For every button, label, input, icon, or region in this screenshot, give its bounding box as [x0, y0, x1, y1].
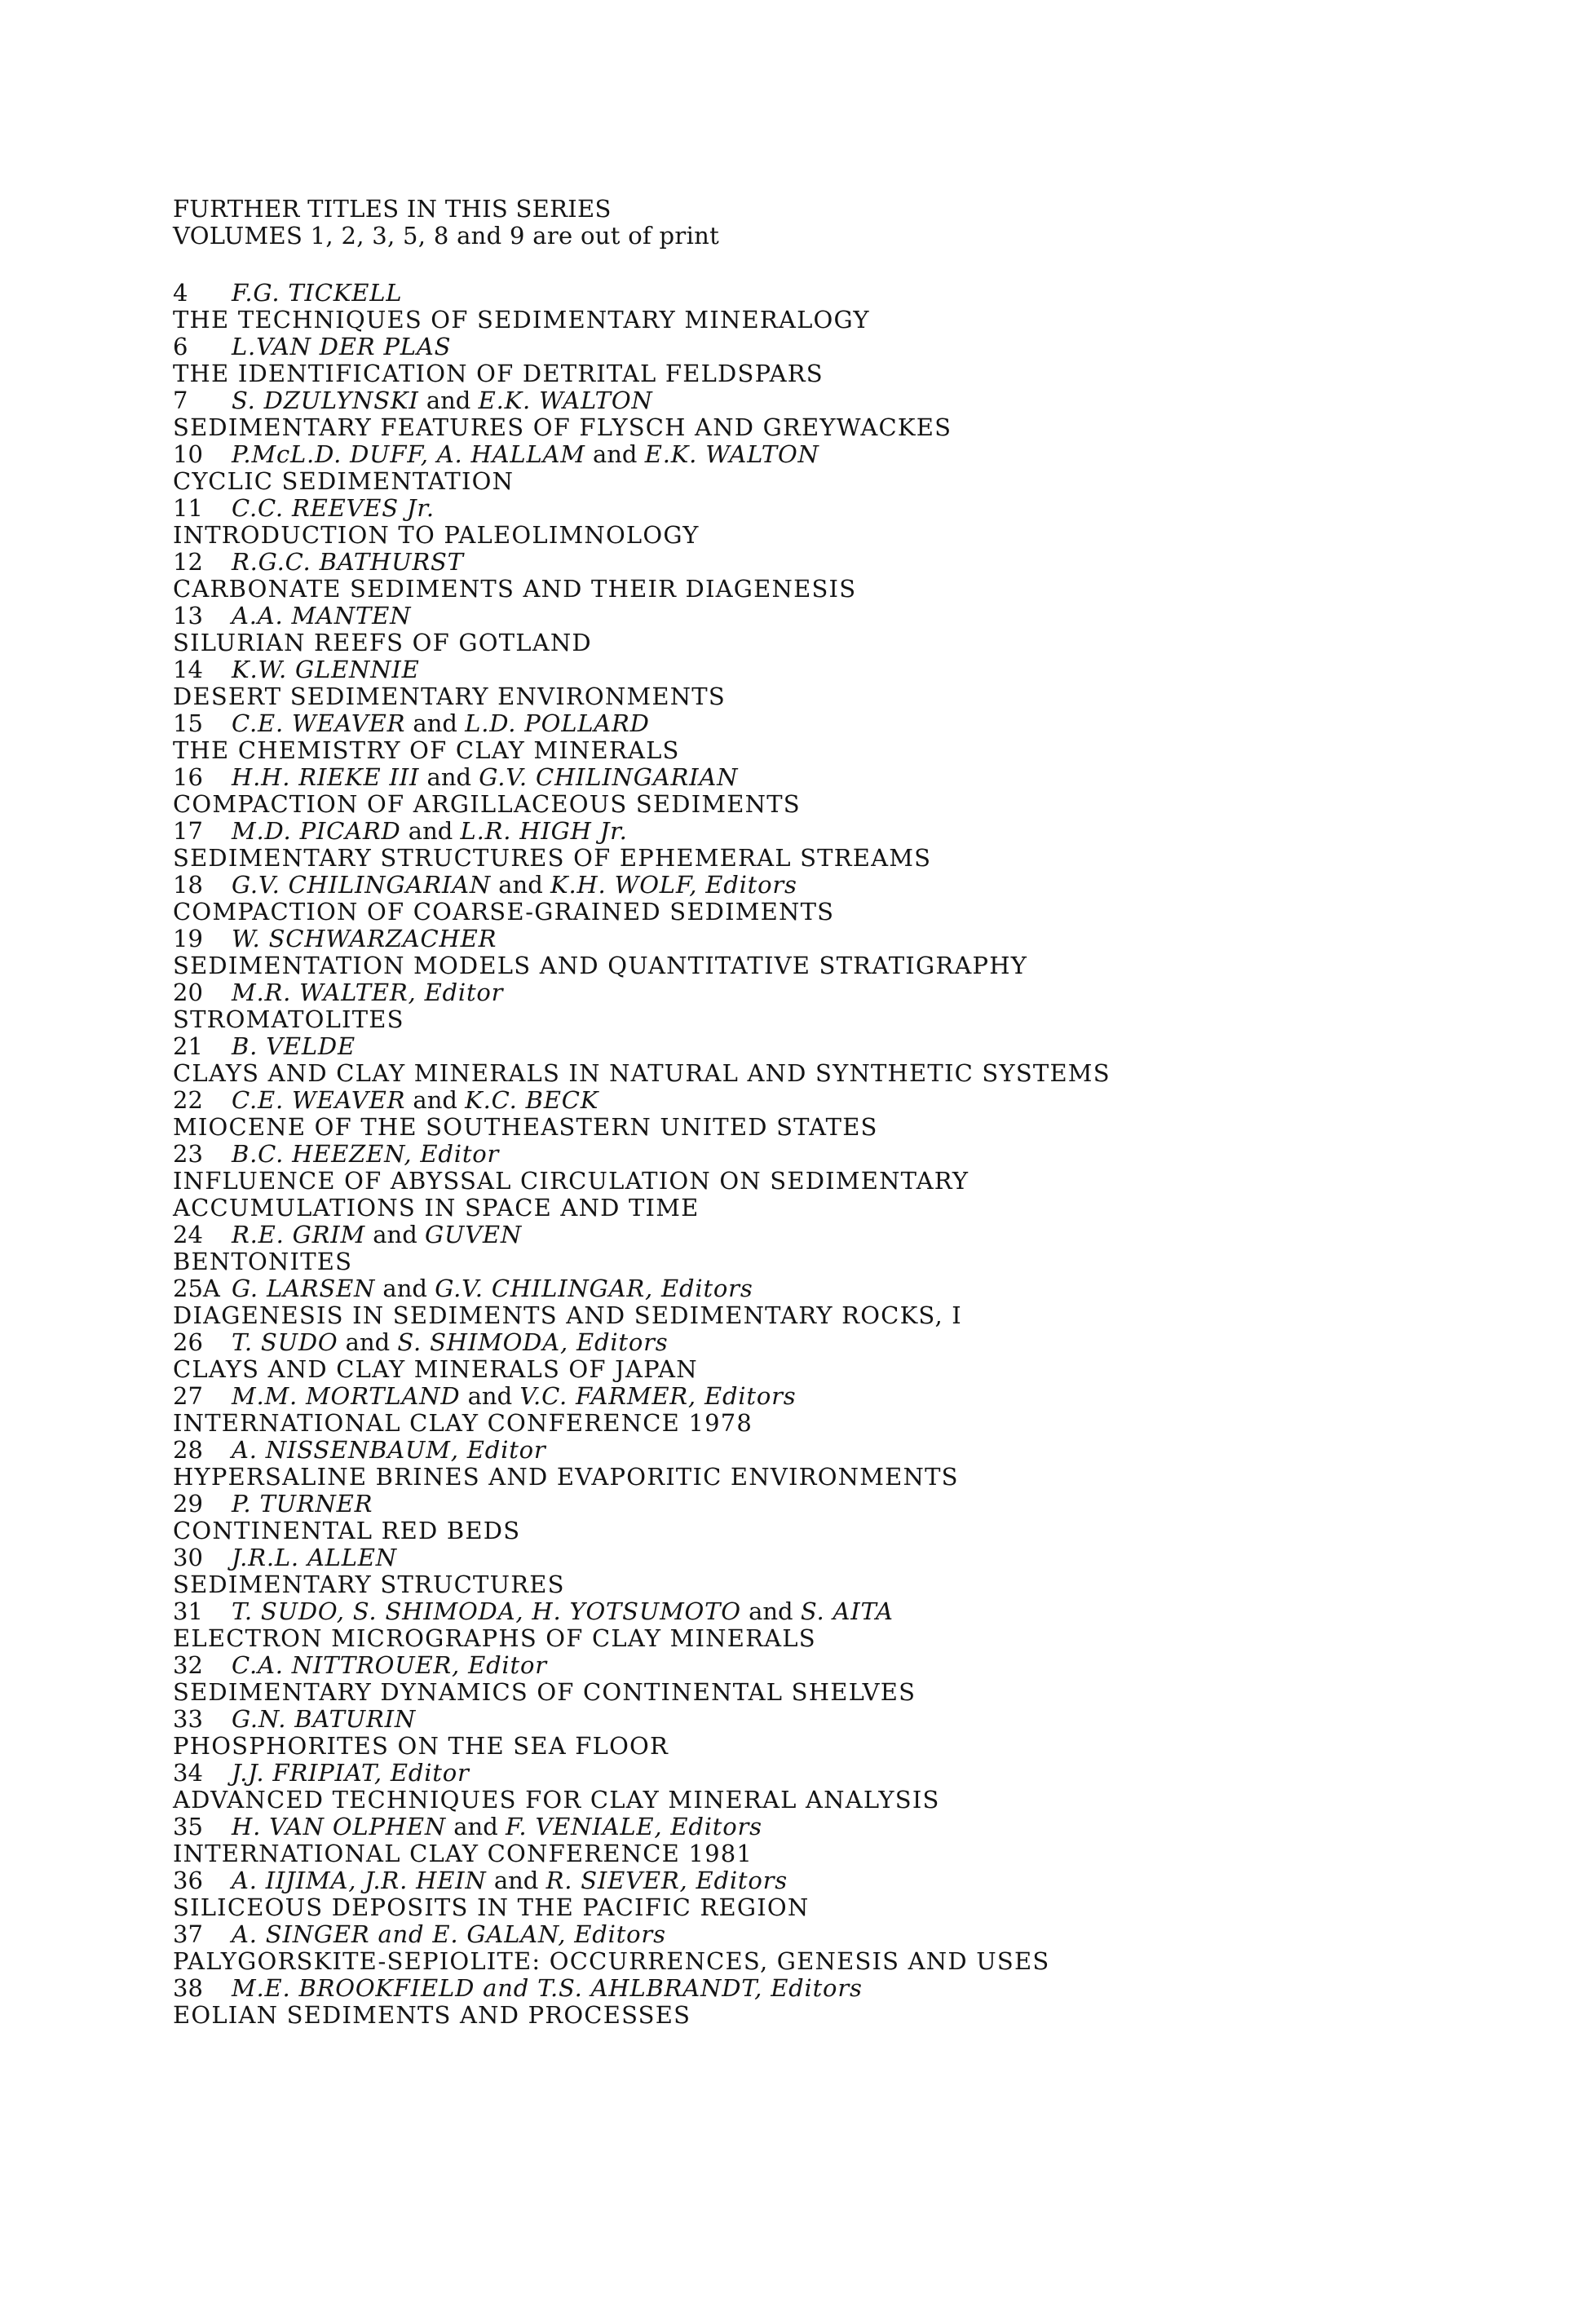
volume-number: 31	[173, 1597, 203, 1625]
volume-number: 19	[173, 925, 203, 952]
volume-title: ELECTRON MICROGRAPHS OF CLAY MINERALS	[173, 1624, 816, 1652]
volume-title: CLAYS AND CLAY MINERALS IN NATURAL AND SYNTHETIC SYSTEMS	[173, 1059, 1111, 1087]
volume-title: THE CHEMISTRY OF CLAY MINERALS	[173, 736, 680, 764]
volume-number: 32	[173, 1651, 203, 1679]
volume-title: DESERT SEDIMENTARY ENVIRONMENTS	[173, 683, 726, 710]
volume-authors	[173, 1760, 1445, 1787]
volume-entry	[173, 549, 1445, 603]
volume-authors	[173, 603, 1445, 630]
volume-title: INTERNATIONAL CLAY CONFERENCE 1978	[173, 1409, 753, 1437]
author-name: R. SIEVER, Editors	[545, 1867, 788, 1894]
volume-authors	[173, 387, 1445, 414]
volume-authors	[173, 1544, 1445, 1571]
out-of-print-note: VOLUMES 1, 2, 3, 5, 8 and 9 are out of print	[173, 222, 720, 250]
author-conjunction: and	[375, 1275, 435, 1302]
volume-number: 28	[173, 1436, 203, 1464]
volume-number: 17	[173, 817, 203, 845]
author-name: R.G.C. BATHURST	[232, 548, 464, 576]
volume-entry	[173, 1329, 1445, 1383]
volume-number: 22	[173, 1086, 203, 1114]
volume-entry	[173, 1975, 1445, 2029]
volume-entry	[173, 872, 1445, 926]
volume-entry	[173, 1275, 1445, 1329]
volume-entry	[173, 1598, 1445, 1652]
author-conjunction: and	[338, 1328, 398, 1356]
volume-authors	[173, 549, 1445, 576]
volume-title: SILURIAN REEFS OF GOTLAND	[173, 629, 592, 656]
volume-title: PHOSPHORITES ON THE SEA FLOOR	[173, 1732, 669, 1760]
volume-number: 23	[173, 1140, 203, 1168]
volume-entry	[173, 441, 1445, 495]
author-conjunction: and	[400, 817, 461, 845]
author-name: S. AITA	[800, 1597, 894, 1625]
volume-entry	[173, 603, 1445, 656]
volume-entry	[173, 495, 1445, 549]
author-name: A. NISSENBAUM, Editor	[232, 1436, 546, 1464]
author-name: W. SCHWARZACHER	[232, 925, 497, 952]
volume-authors	[173, 1921, 1445, 1948]
volume-entry	[173, 1706, 1445, 1760]
author-name: G.V. CHILINGARIAN	[232, 871, 492, 899]
volume-title: INTERNATIONAL CLAY CONFERENCE 1981	[173, 1840, 753, 1867]
author-conjunction: and	[585, 440, 645, 468]
volume-number: 10	[173, 440, 203, 468]
volume-entry	[173, 1033, 1445, 1087]
volume-title: ADVANCED TECHNIQUES FOR CLAY MINERAL ANALYSIS	[173, 1786, 940, 1814]
author-name: G.V. CHILINGARIAN	[479, 763, 739, 791]
author-name: T. SUDO, S. SHIMODA, H. YOTSUMOTO	[232, 1597, 741, 1625]
author-conjunction: and	[405, 1086, 466, 1114]
author-name: K.W. GLENNIE	[232, 656, 420, 683]
author-name: M.E. BROOKFIELD and T.S. AHLBRANDT, Editors	[232, 1974, 863, 2002]
volume-number: 13	[173, 602, 203, 630]
volume-entry	[173, 1544, 1445, 1598]
author-name: M.D. PICARD	[232, 817, 401, 845]
volume-authors	[173, 1491, 1445, 1518]
author-name: H.H. RIEKE III	[232, 763, 420, 791]
volume-entry	[173, 926, 1445, 979]
author-name: A.A. MANTEN	[232, 602, 412, 630]
volume-number: 20	[173, 979, 203, 1006]
author-name: J.R.L. ALLEN	[232, 1544, 397, 1571]
volume-title: CLAYS AND CLAY MINERALS OF JAPAN	[173, 1355, 698, 1383]
volume-number: 12	[173, 548, 203, 576]
volume-authors	[173, 1652, 1445, 1679]
author-name: C.E. WEAVER	[232, 709, 406, 737]
volume-entry	[173, 1921, 1445, 1975]
volume-number: 4	[173, 279, 188, 307]
volume-title: DIAGENESIS IN SEDIMENTS AND SEDIMENTARY ROCKS, I	[173, 1301, 962, 1329]
author-conjunction: and	[365, 1221, 425, 1248]
volume-number: 25A	[173, 1275, 220, 1302]
volume-authors	[173, 1706, 1445, 1733]
author-name: E.K. WALTON	[644, 440, 819, 468]
author-name: C.C. REEVES Jr.	[232, 494, 435, 522]
volume-number: 16	[173, 763, 203, 791]
volume-authors	[173, 1275, 1445, 1302]
volume-title: HYPERSALINE BRINES AND EVAPORITIC ENVIRONMENTS	[173, 1463, 959, 1491]
volume-entry	[173, 1867, 1445, 1921]
author-name: S. DZULYNSKI	[232, 387, 419, 414]
author-conjunction: and	[740, 1597, 801, 1625]
volume-authors	[173, 979, 1445, 1006]
author-name: P. TURNER	[232, 1490, 373, 1518]
volume-authors	[173, 441, 1445, 468]
volume-title: INTRODUCTION TO PALEOLIMNOLOGY	[173, 521, 700, 549]
volume-number: 7	[173, 387, 188, 414]
author-conjunction: and	[446, 1813, 506, 1840]
volume-number: 15	[173, 709, 203, 737]
volume-title: SEDIMENTATION MODELS AND QUANTITATIVE STRATIGRAPHY	[173, 952, 1028, 979]
author-name: F.G. TICKELL	[232, 279, 403, 307]
volume-entry	[173, 1383, 1445, 1437]
volume-title: THE TECHNIQUES OF SEDIMENTARY MINERALOGY	[173, 306, 870, 334]
author-conjunction: and	[418, 387, 479, 414]
author-name: G.N. BATURIN	[232, 1705, 417, 1733]
author-name: C.A. NITTROUER, Editor	[232, 1651, 547, 1679]
volume-title: BENTONITES	[173, 1248, 353, 1275]
volume-number: 30	[173, 1544, 203, 1571]
volume-title: SILICEOUS DEPOSITS IN THE PACIFIC REGION	[173, 1893, 810, 1921]
volume-authors	[173, 818, 1445, 845]
volume-title: COMPACTION OF ARGILLACEOUS SEDIMENTS	[173, 790, 801, 818]
volume-entry	[173, 764, 1445, 818]
author-name: V.C. FARMER, Editors	[519, 1382, 797, 1410]
volume-entry	[173, 1652, 1445, 1706]
volume-authors	[173, 495, 1445, 522]
volume-entry	[173, 1437, 1445, 1491]
author-name: K.C. BECK	[465, 1086, 599, 1114]
author-name: E.K. WALTON	[478, 387, 653, 414]
volume-authors	[173, 280, 1445, 307]
volume-authors	[173, 1598, 1445, 1625]
header-spacer	[173, 250, 1445, 280]
author-name: J.J. FRIPIAT, Editor	[232, 1759, 470, 1787]
volume-authors	[173, 764, 1445, 791]
volume-authors	[173, 334, 1445, 360]
author-name: M.M. MORTLAND	[232, 1382, 461, 1410]
volume-number: 21	[173, 1032, 203, 1060]
volume-entry	[173, 656, 1445, 710]
volume-number: 37	[173, 1920, 203, 1948]
author-name: S. SHIMODA, Editors	[397, 1328, 669, 1356]
volume-entry	[173, 1141, 1445, 1222]
volume-number: 26	[173, 1328, 203, 1356]
volume-entry	[173, 710, 1445, 764]
volume-authors	[173, 1975, 1445, 2002]
volume-entry	[173, 387, 1445, 441]
author-name: G.V. CHILINGAR, Editors	[435, 1275, 753, 1302]
volume-number: 38	[173, 1974, 203, 2002]
volume-title: STROMATOLITES	[173, 1005, 404, 1033]
volume-authors	[173, 926, 1445, 952]
author-name: M.R. WALTER, Editor	[232, 979, 504, 1006]
author-name: P.McL.D. DUFF, A. HALLAM	[232, 440, 585, 468]
volume-authors	[173, 1222, 1445, 1248]
author-conjunction: and	[419, 763, 479, 791]
volume-number: 35	[173, 1813, 203, 1840]
volume-entry	[173, 280, 1445, 334]
volume-authors	[173, 710, 1445, 737]
author-name: G. LARSEN	[232, 1275, 376, 1302]
volume-authors	[173, 1867, 1445, 1894]
author-name: A. IIJIMA, J.R. HEIN	[232, 1867, 487, 1894]
series-list-page	[173, 196, 1445, 2029]
author-name: B. VELDE	[232, 1032, 356, 1060]
volume-entry	[173, 334, 1445, 387]
author-name: L.R. HIGH Jr.	[460, 817, 628, 845]
volume-number: 6	[173, 333, 188, 360]
volume-authors	[173, 1383, 1445, 1410]
volume-title: EOLIAN SEDIMENTS AND PROCESSES	[173, 2001, 691, 2029]
author-name: F. VENIALE, Editors	[506, 1813, 762, 1840]
volume-authors	[173, 1437, 1445, 1464]
author-conjunction: and	[460, 1382, 520, 1410]
volume-title: CARBONATE SEDIMENTS AND THEIR DIAGENESIS	[173, 575, 857, 603]
volume-authors	[173, 656, 1445, 683]
volume-entry	[173, 1760, 1445, 1814]
volume-entry	[173, 818, 1445, 872]
author-name: GUVEN	[424, 1221, 523, 1248]
volume-entry	[173, 1814, 1445, 1867]
author-name: R.E. GRIM	[232, 1221, 366, 1248]
volume-list	[173, 280, 1445, 2029]
volume-number: 24	[173, 1221, 203, 1248]
author-name: B.C. HEEZEN, Editor	[232, 1140, 500, 1168]
volume-authors	[173, 872, 1445, 899]
volume-title: ACCUMULATIONS IN SPACE AND TIME	[173, 1194, 700, 1222]
volume-number: 36	[173, 1867, 203, 1894]
volume-authors	[173, 1329, 1445, 1356]
volume-title: PALYGORSKITE-SEPIOLITE: OCCURRENCES, GENESIS AND USES	[173, 1947, 1050, 1975]
author-name: C.E. WEAVER	[232, 1086, 406, 1114]
volume-authors	[173, 1033, 1445, 1060]
author-name: L.D. POLLARD	[465, 709, 650, 737]
volume-title: SEDIMENTARY STRUCTURES	[173, 1571, 565, 1598]
volume-authors	[173, 1141, 1445, 1168]
volume-entry	[173, 1491, 1445, 1544]
volume-authors	[173, 1087, 1445, 1114]
volume-number: 11	[173, 494, 203, 522]
volume-title: SEDIMENTARY FEATURES OF FLYSCH AND GREYWACKES	[173, 413, 952, 441]
volume-number: 27	[173, 1382, 203, 1410]
volume-entry	[173, 1222, 1445, 1275]
volume-number: 29	[173, 1490, 203, 1518]
volume-title: SEDIMENTARY STRUCTURES OF EPHEMERAL STREAMS	[173, 844, 932, 872]
volume-authors	[173, 1814, 1445, 1840]
author-name: T. SUDO	[232, 1328, 338, 1356]
volume-number: 33	[173, 1705, 203, 1733]
author-name: H. VAN OLPHEN	[232, 1813, 447, 1840]
series-heading: FURTHER TITLES IN THIS SERIES	[173, 195, 612, 223]
volume-title: CYCLIC SEDIMENTATION	[173, 467, 515, 495]
volume-title: COMPACTION OF COARSE-GRAINED SEDIMENTS	[173, 898, 835, 926]
volume-number: 18	[173, 871, 203, 899]
volume-title: THE IDENTIFICATION OF DETRITAL FELDSPARS	[173, 360, 824, 387]
volume-number: 34	[173, 1759, 203, 1787]
author-conjunction: and	[486, 1867, 546, 1894]
author-conjunction: and	[405, 709, 466, 737]
volume-title: MIOCENE OF THE SOUTHEASTERN UNITED STATES	[173, 1113, 878, 1141]
volume-entry	[173, 1087, 1445, 1141]
author-conjunction: and	[491, 871, 550, 899]
author-name: L.VAN DER PLAS	[232, 333, 452, 360]
volume-entry	[173, 979, 1445, 1033]
volume-title: INFLUENCE OF ABYSSAL CIRCULATION ON SEDIMENTARY	[173, 1167, 969, 1195]
volume-title: SEDIMENTARY DYNAMICS OF CONTINENTAL SHELVES	[173, 1678, 916, 1706]
author-name: K.H. WOLF, Editors	[550, 871, 797, 899]
author-name: A. SINGER and E. GALAN, Editors	[232, 1920, 666, 1948]
volume-number: 14	[173, 656, 203, 683]
volume-title: CONTINENTAL RED BEDS	[173, 1517, 521, 1544]
